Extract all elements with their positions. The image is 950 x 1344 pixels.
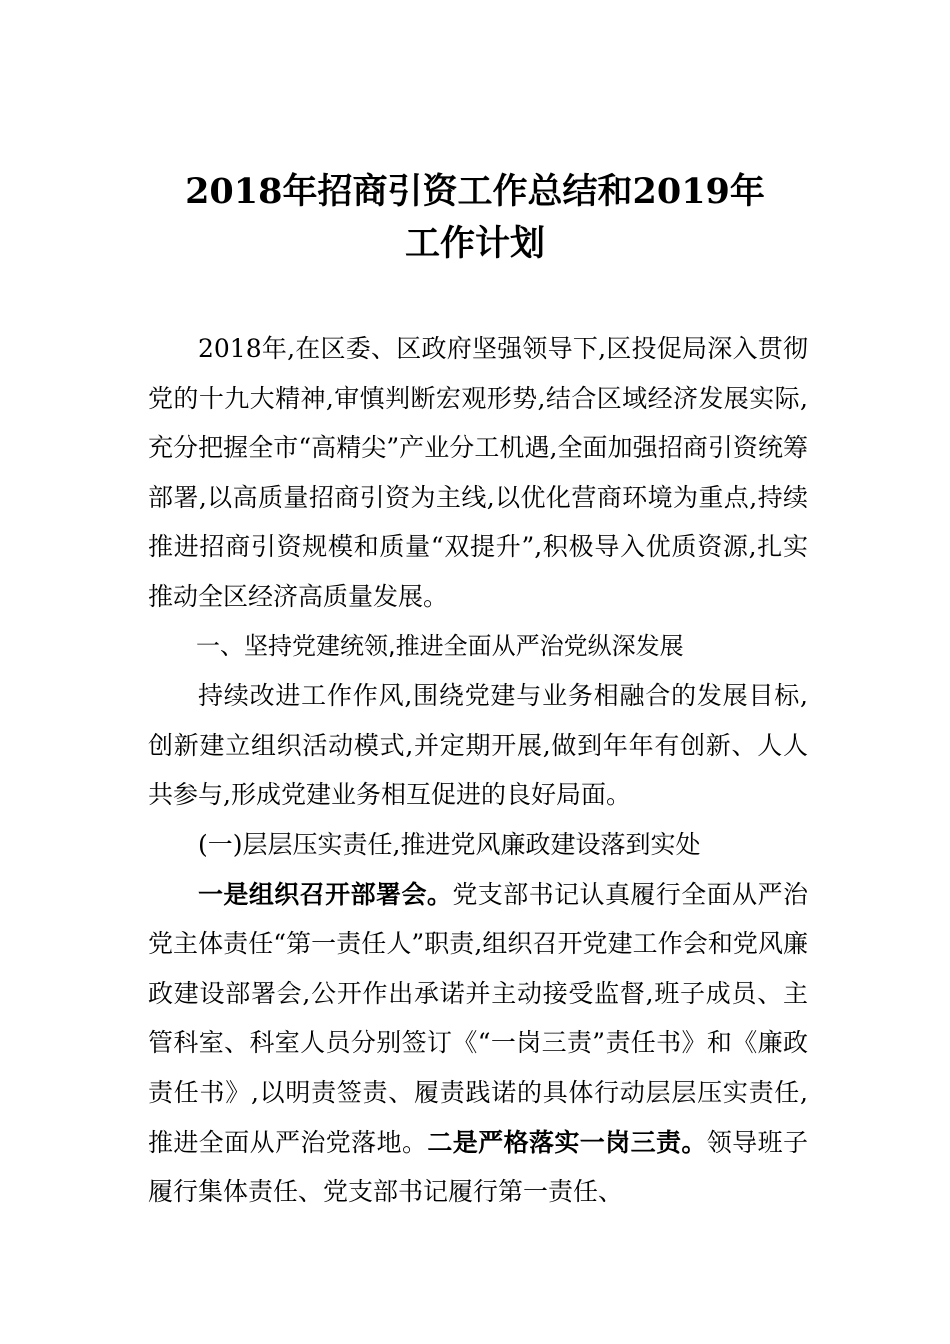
- point-1-lead: 一是组织召开部署会。: [198, 879, 453, 909]
- point-2-text: 领导班子履行集体责任、党支部书记履行第一责任、: [148, 1127, 808, 1207]
- point-1-text: 党支部书记认真履行全面从严治党主体责任“第一责任人”职责,组织召开党建工作会和党风廉政建设部署会,公开作出承诺并主动接受监督,班子成员、主管科室、科室人员分别签订《“一岗三责”责任书》和《廉政责任书》,以明责签责、履责践诺的具体行动层层压实责任,推进全面从严治党落地。: [148, 879, 808, 1157]
- section-1-paragraph: 持续改进工作作风,围绕党建与业务相融合的发展目标,创新建立组织活动模式,并定期开展,做到年年有创新、人人共参与,形成党建业务相互促进的良好局面。: [148, 681, 808, 810]
- section-1-heading: 一、坚持党建统领,推进全面从严治党纵深发展: [196, 631, 684, 660]
- point-2-lead: 二是严格落实一岗三责。: [427, 1127, 707, 1157]
- document-title-line-1: 2018年招商引资工作总结和2019年: [185, 171, 765, 212]
- intro-paragraph: 2018年,在区委、区政府坚强领导下,区投促局深入贯彻党的十九大精神,审慎判断宏观形势,结合区域经济发展实际,充分把握全市“高精尖”产业分工机遇,全面加强招商引资统筹部署,以高质量招商引资为主线,以优化营商环境为重点,持续推进招商引资规模和质量“双提升”,积极导入优质资源,扎实推动全区经济高质量发展。: [148, 334, 808, 611]
- points-paragraph: [148, 870, 808, 1217]
- document-title-line-2: 工作计划: [404, 223, 545, 264]
- document-body: [148, 324, 808, 1217]
- subsection-1-heading: (一)层层压实责任,推进党风廉政建设落到实处: [198, 829, 701, 859]
